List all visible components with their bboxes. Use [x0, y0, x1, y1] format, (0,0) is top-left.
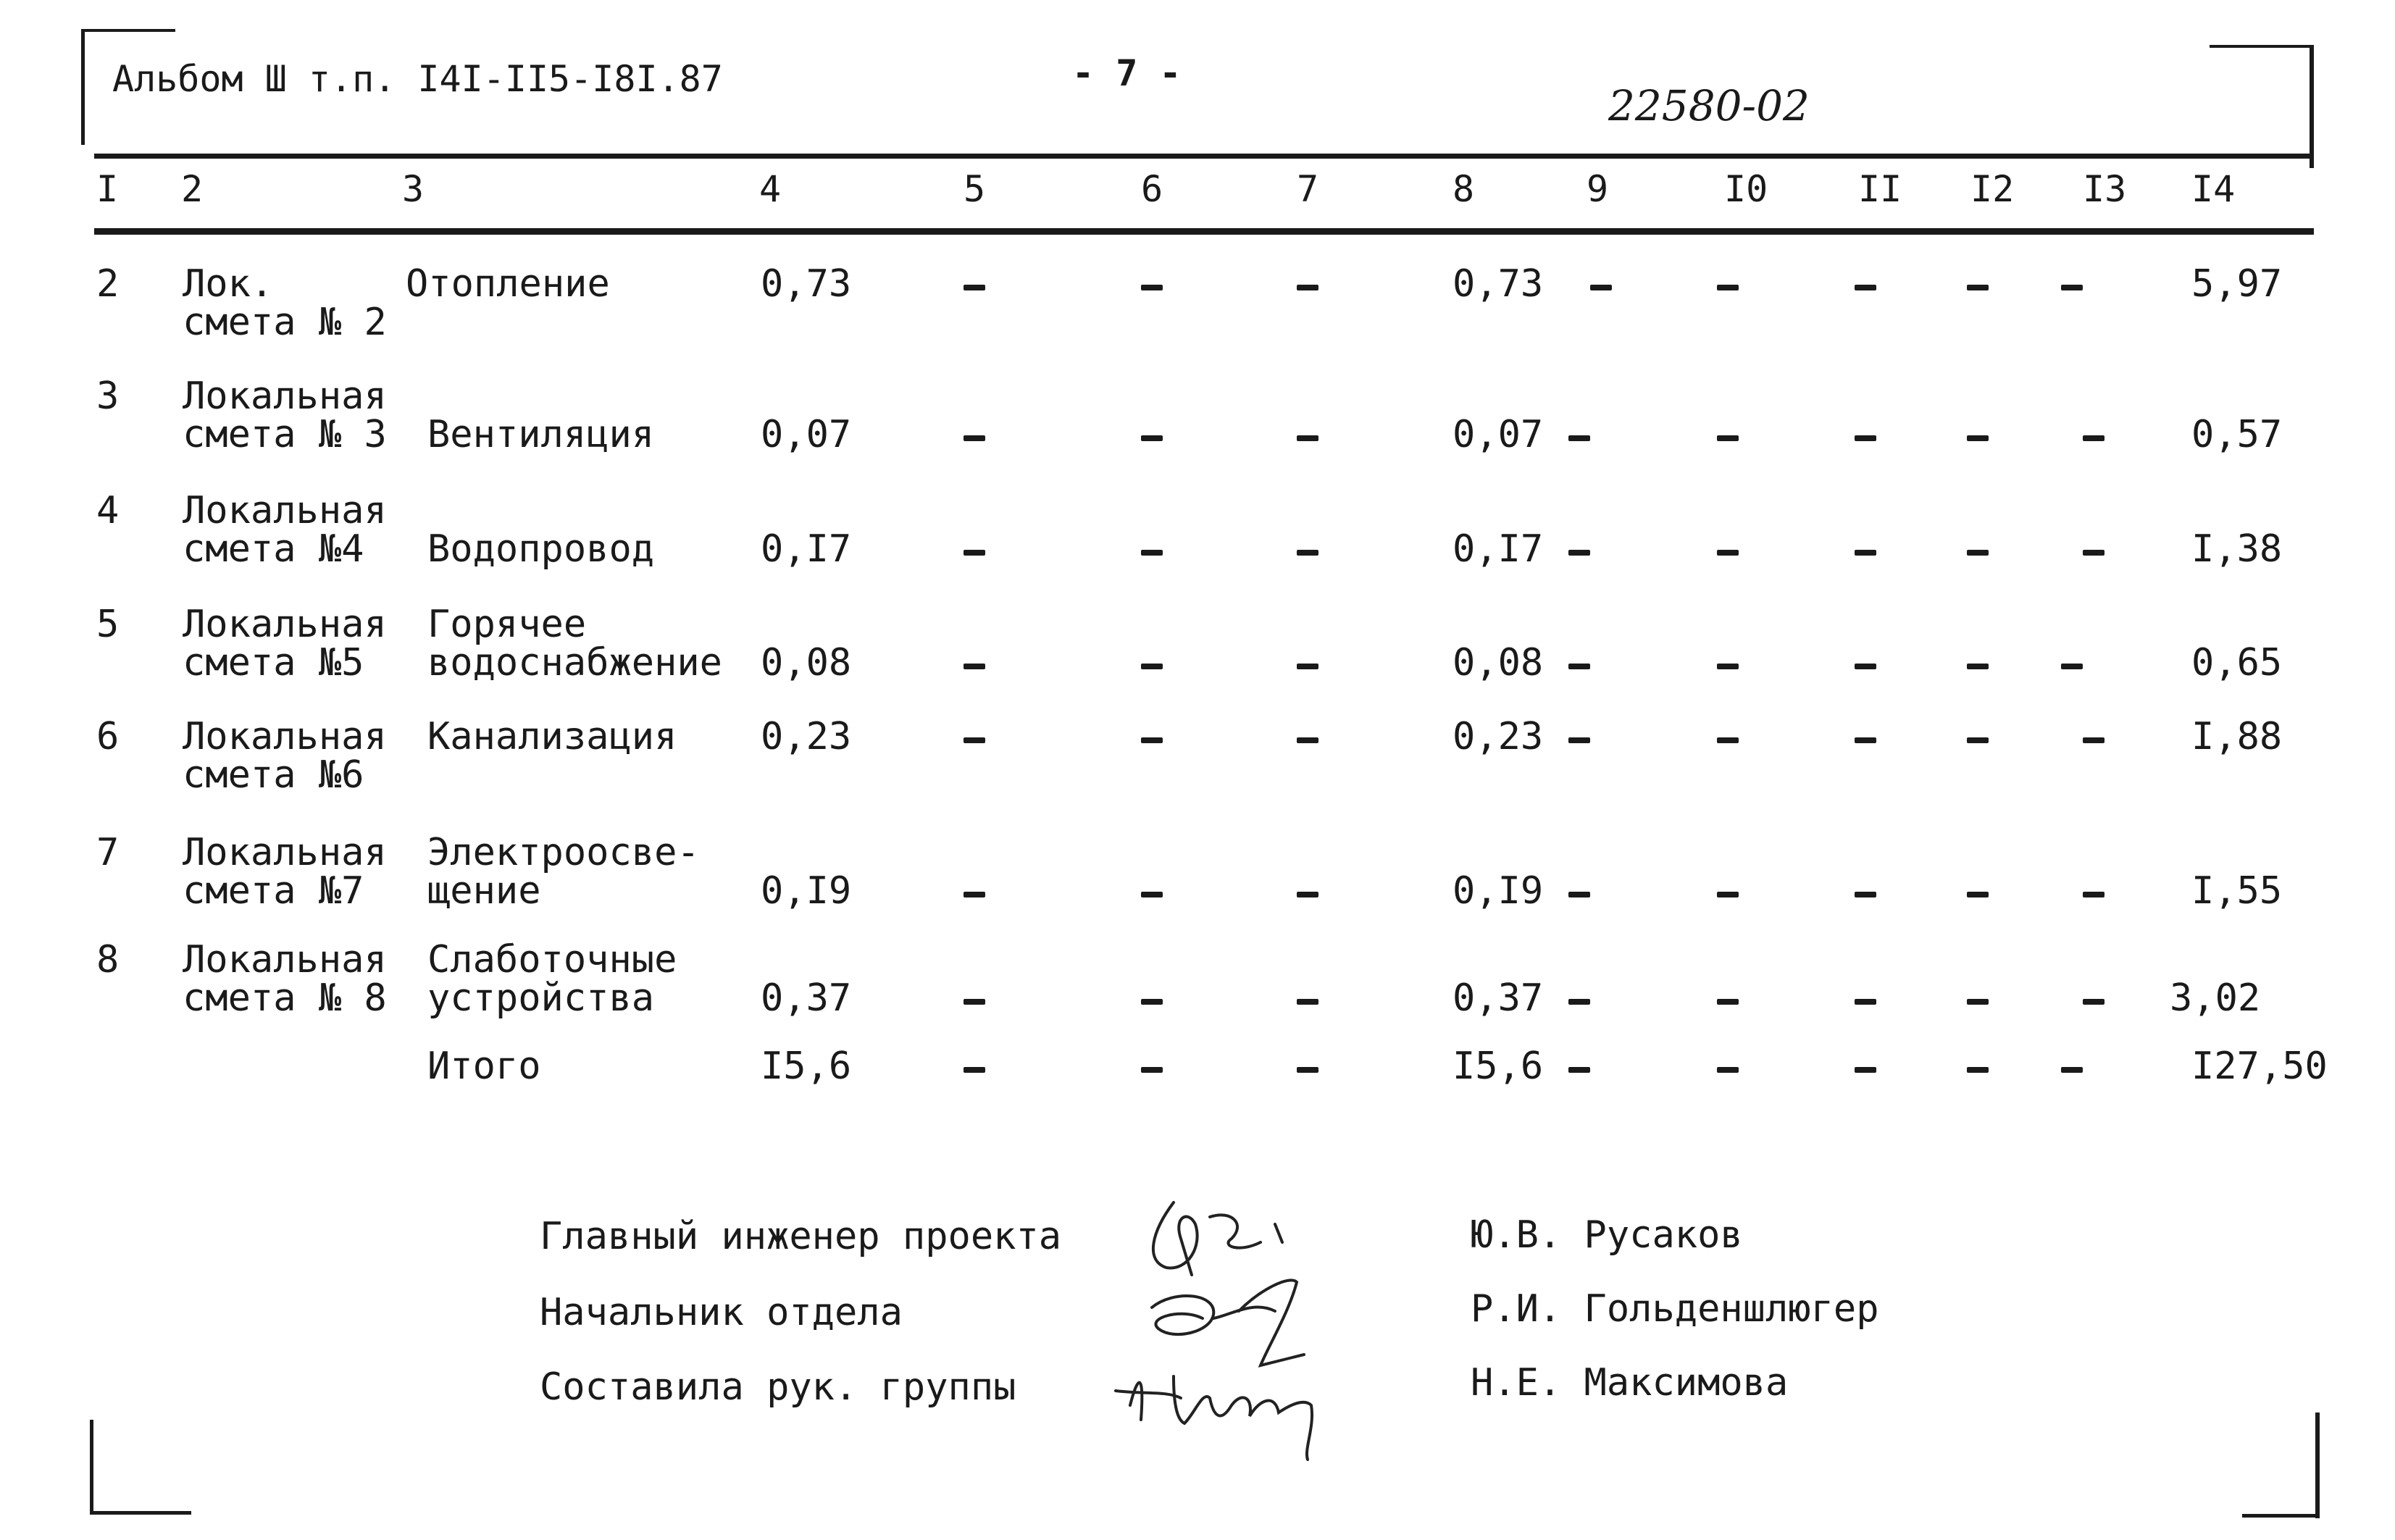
frame-right-top-bar	[2310, 45, 2314, 168]
signature-role: Составила рук. группы	[540, 1365, 1016, 1409]
value-col8: 0,08	[1453, 641, 1544, 685]
frame-top-right-tick	[2210, 45, 2314, 48]
row-number: 2	[96, 262, 120, 306]
empty-value-dash	[1855, 664, 1876, 669]
total-label: Итого	[427, 1045, 541, 1088]
empty-value-dash	[2083, 999, 2104, 1005]
empty-value-dash	[1855, 892, 1876, 897]
estimate-doc: смета № 8	[183, 976, 387, 1020]
work-name: устройства	[427, 976, 655, 1020]
value-col4: 0,I7	[761, 527, 852, 571]
empty-value-dash	[1855, 550, 1876, 556]
estimate-doc: смета №6	[183, 753, 364, 797]
value-col4: 0,23	[761, 715, 852, 758]
estimate-doc: смета №5	[183, 641, 364, 685]
estimate-doc: смета № 3	[183, 413, 387, 456]
empty-value-dash	[1297, 737, 1318, 743]
value-col14: I,55	[2191, 869, 2283, 913]
frame-bottom-right-bar	[2315, 1413, 2320, 1518]
value-col14: I,38	[2191, 527, 2283, 571]
frame-bottom-left-tick	[90, 1511, 191, 1515]
empty-value-dash	[1297, 1067, 1318, 1073]
signature-name: Ю.В. Русаков	[1471, 1213, 1743, 1257]
empty-value-dash	[1717, 550, 1739, 556]
estimate-doc: Лок.	[183, 262, 274, 306]
value-col8: 0,23	[1453, 715, 1544, 758]
frame-bottom-left-bar	[90, 1420, 93, 1514]
empty-value-dash	[2061, 664, 2083, 669]
empty-value-dash	[1568, 999, 1590, 1005]
column-header-rule	[94, 228, 2314, 235]
empty-value-dash	[2083, 550, 2104, 556]
empty-value-dash	[1967, 892, 1989, 897]
empty-value-dash	[1967, 1067, 1989, 1073]
total-col4: I5,6	[761, 1045, 852, 1088]
value-col4: 0,07	[761, 413, 852, 456]
value-col14: 0,57	[2191, 413, 2283, 456]
empty-value-dash	[1297, 892, 1318, 897]
empty-value-dash	[1141, 999, 1163, 1005]
empty-value-dash	[1717, 285, 1739, 290]
total-col8: I5,6	[1453, 1045, 1544, 1088]
signature-name: Н.Е. Максимова	[1471, 1361, 1789, 1405]
empty-value-dash	[964, 550, 985, 556]
column-number: I3	[2083, 168, 2127, 210]
column-number: 6	[1141, 168, 1163, 210]
signature-role: Начальник отдела	[540, 1291, 903, 1334]
estimate-doc: смета № 2	[183, 301, 387, 344]
row-number: 8	[96, 938, 120, 982]
total-col14: I27,50	[2191, 1045, 2328, 1088]
estimate-doc: смета №4	[183, 527, 364, 571]
row-number: 6	[96, 715, 120, 758]
value-col8: 0,I9	[1453, 869, 1544, 913]
estimate-doc: Локальная	[183, 715, 387, 758]
empty-value-dash	[1141, 664, 1163, 669]
empty-value-dash	[1141, 1067, 1163, 1073]
empty-value-dash	[2083, 737, 2104, 743]
signature-role: Главный инженер проекта	[540, 1215, 1062, 1258]
document-number: 22580-02	[1608, 81, 1810, 130]
empty-value-dash	[1568, 550, 1590, 556]
empty-value-dash	[1967, 285, 1989, 290]
row-number: 7	[96, 831, 120, 874]
album-title: Альбом Ш т.п. I4I-II5-I8I.87	[112, 58, 723, 100]
empty-value-dash	[1141, 892, 1163, 897]
empty-value-dash	[964, 285, 985, 290]
value-col14: I,88	[2191, 715, 2283, 758]
work-name: Канализация	[427, 715, 677, 758]
empty-value-dash	[1967, 737, 1989, 743]
value-col14: 5,97	[2191, 262, 2283, 306]
empty-value-dash	[1568, 664, 1590, 669]
empty-value-dash	[1590, 285, 1612, 290]
frame-left-top-bar	[81, 29, 85, 145]
page-number: - 7 -	[1072, 52, 1182, 94]
empty-value-dash	[1568, 1067, 1590, 1073]
estimate-doc: смета №7	[183, 869, 364, 913]
column-number: 5	[964, 168, 986, 210]
empty-value-dash	[1717, 435, 1739, 441]
empty-value-dash	[1297, 664, 1318, 669]
empty-value-dash	[1141, 550, 1163, 556]
empty-value-dash	[1568, 892, 1590, 897]
column-number: 8	[1453, 168, 1475, 210]
empty-value-dash	[964, 1067, 985, 1073]
value-col8: 0,73	[1453, 262, 1544, 306]
column-number: I0	[1724, 168, 1768, 210]
value-col8: 0,07	[1453, 413, 1544, 456]
value-col14: 0,65	[2191, 641, 2283, 685]
empty-value-dash	[964, 664, 985, 669]
column-number: 7	[1297, 168, 1319, 210]
empty-value-dash	[964, 999, 985, 1005]
handwritten-signatures	[1087, 1173, 1391, 1478]
empty-value-dash	[1717, 664, 1739, 669]
empty-value-dash	[1855, 999, 1876, 1005]
work-name: Отопление	[406, 262, 610, 306]
frame-top-left-tick	[81, 29, 175, 32]
empty-value-dash	[1717, 892, 1739, 897]
work-name: Вентиляция	[427, 413, 655, 456]
empty-value-dash	[1855, 737, 1876, 743]
empty-value-dash	[1717, 1067, 1739, 1073]
row-number: 3	[96, 374, 120, 418]
empty-value-dash	[1855, 435, 1876, 441]
empty-value-dash	[964, 737, 985, 743]
column-number: 9	[1587, 168, 1609, 210]
empty-value-dash	[1717, 737, 1739, 743]
column-number: II	[1858, 168, 1902, 210]
empty-value-dash	[1967, 999, 1989, 1005]
signature-name: Р.И. Гольденшлюгер	[1471, 1287, 1879, 1331]
empty-value-dash	[1297, 285, 1318, 290]
value-col4: 0,08	[761, 641, 852, 685]
row-number: 4	[96, 489, 120, 532]
work-name: щение	[427, 869, 541, 913]
value-col4: 0,I9	[761, 869, 852, 913]
empty-value-dash	[1297, 435, 1318, 441]
work-name: водоснабжение	[427, 641, 722, 685]
empty-value-dash	[1967, 435, 1989, 441]
column-number: 2	[181, 168, 204, 210]
empty-value-dash	[1855, 1067, 1876, 1073]
empty-value-dash	[2083, 435, 2104, 441]
empty-value-dash	[2061, 1067, 2083, 1073]
value-col8: 0,I7	[1453, 527, 1544, 571]
empty-value-dash	[964, 892, 985, 897]
column-number: 4	[759, 168, 782, 210]
empty-value-dash	[1568, 737, 1590, 743]
empty-value-dash	[1141, 435, 1163, 441]
column-number: I4	[2191, 168, 2236, 210]
frame-bottom-right-tick	[2242, 1514, 2320, 1518]
estimate-doc: Локальная	[183, 938, 387, 982]
empty-value-dash	[964, 435, 985, 441]
work-name: Электроосве-	[427, 831, 700, 874]
empty-value-dash	[1855, 285, 1876, 290]
empty-value-dash	[2061, 285, 2083, 290]
empty-value-dash	[1717, 999, 1739, 1005]
estimate-doc: Локальная	[183, 374, 387, 418]
row-number: 5	[96, 603, 120, 646]
empty-value-dash	[1967, 550, 1989, 556]
empty-value-dash	[1568, 435, 1590, 441]
value-col4: 0,73	[761, 262, 852, 306]
empty-value-dash	[2083, 892, 2104, 897]
value-col4: 0,37	[761, 976, 852, 1020]
empty-value-dash	[1297, 550, 1318, 556]
estimate-doc: Локальная	[183, 603, 387, 646]
header-rule	[94, 154, 2314, 159]
work-name: Слаботочные	[427, 938, 677, 982]
empty-value-dash	[1967, 664, 1989, 669]
empty-value-dash	[1141, 737, 1163, 743]
estimate-doc: Локальная	[183, 831, 387, 874]
work-name: Горячее	[427, 603, 587, 646]
empty-value-dash	[1297, 999, 1318, 1005]
value-col14: 3,02	[2170, 976, 2261, 1020]
empty-value-dash	[1141, 285, 1163, 290]
value-col8: 0,37	[1453, 976, 1544, 1020]
column-number: I2	[1970, 168, 2015, 210]
column-number: I	[96, 168, 119, 210]
column-number: 3	[402, 168, 425, 210]
work-name: Водопровод	[427, 527, 655, 571]
estimate-doc: Локальная	[183, 489, 387, 532]
